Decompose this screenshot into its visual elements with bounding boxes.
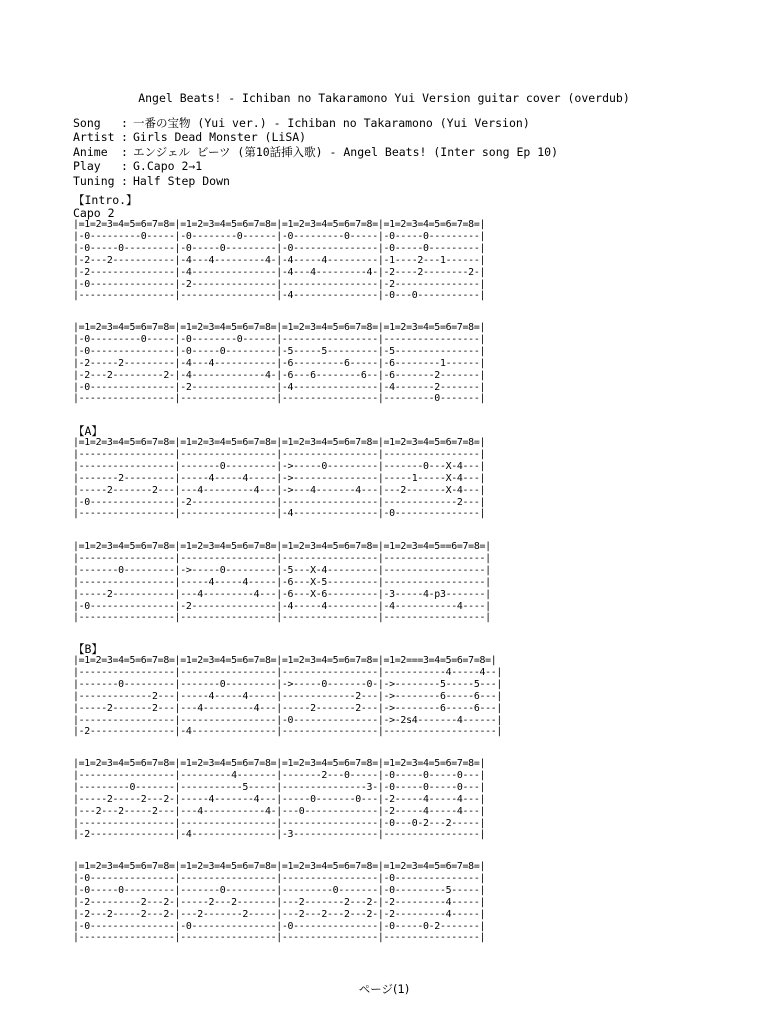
tab-system: |=1=2=3=4=5=6=7=8=|=1=2=3=4=5=6=7=8=|=1=2=3=4=5=6=7=8=|=1=2=3=4=5=6=7=8=| |-0---------0-----|-0--------0------|-0---------0-----|-0-----0---------| |-0-----0---------|-0-----0---------|-0---------------|-0-----0---------| |-2---2-----------|-4---4---------4-|-4-----4---------|-1----2---1------| |-2---------------|-4---------------|-4---4---------4-|-2----2--------2-| |-0---------------|-2---------------|-----------------|-2---------------| |-----------------|-----------------|-4---------------|-0---0-----------| (73, 219, 486, 302)
meta-value: エンジェル ビーツ (第10話挿入歌) - Angel Beats! (Inter song Ep 10) (133, 144, 559, 159)
meta-key: Tuning (73, 173, 115, 188)
capo-note: Capo 2 (73, 206, 115, 220)
tab-system: |=1=2=3=4=5=6=7=8=|=1=2=3=4=5=6=7=8=|=1=2=3=4=5=6=7=8=|=1=2=3=4=5=6=7=8=| |-----------------|---------4-------|-------2---0-----|-0-----0-----0---| |---------0-------|-----------5-----|---------------3-|-0-----0-----0---| |-----2-----2---2-|-----4-------4---|-----0-------0---|-2-----4-----4---| |---2---2-----2---|---4-----------4-|---0-------------|-2-----4-----4---| |-----------------|-----------------|-----------------|-0---0-2---2-----| |-2---------------|-4---------------|-3---------------|-----------------| (73, 758, 486, 841)
section-label-b: 【B】 (73, 642, 103, 656)
meta-value: G.Capo 2→1 (133, 159, 203, 174)
tuning-row: Tuning : Half Step Down (73, 173, 230, 188)
meta-key: Play (73, 159, 101, 174)
tab-system: |=1=2=3=4=5=6=7=8=|=1=2=3=4=5=6=7=8=|=1=2=3=4=5=6=7=8=|=1=2=3=4=5=6=7=8=| |-0---------------|-----------------|-----------------|-0---------------| |-0-----0---------|-------0---------|---------0-------|-0---------5-----| |-2---------2---2-|-----2---2-------|---2-------2---2-|-2---------4-----| |-2---2-----2---2-|---2-------2-----|---2---2---2---2-|-2---------4-----| |-0---------------|-0---------------|-0---------------|-0-----0-2-------| |-----------------|-----------------|-----------------|-----------------| (73, 861, 486, 944)
section-label-intro: 【Intro.】 (73, 193, 138, 207)
meta-key: Song (73, 116, 101, 130)
tab-system: |=1=2=3=4=5=6=7=8=|=1=2=3=4=5=6=7=8=|=1=2=3=4=5=6=7=8=|=1=2=3=4=5=6=7=8=| |-0---------0-----|-0--------0------|-----------------|-----------------| |-0---------------|-0-----0---------|-5-----5---------|-5---------------| |-2-----2---------|-4---4-----------|-6---------6-----|-6--------1------| |-2---2---------2-|-4-------------4-|-6---6--------6--|-6-------2-------| |-0---------------|-2---------------|-4---------------|-4-------2-------| |-----------------|-----------------|-----------------|---------0-------| (73, 322, 486, 405)
artist-row: Artist : Girls Dead Monster (LiSA) (73, 130, 307, 145)
section-label-a: 【A】 (73, 424, 103, 438)
song-info (73, 116, 558, 188)
meta-value: Girls Dead Monster (LiSA) (133, 130, 307, 145)
meta-value: 一番の宝物 (Yui ver.) - Ichiban no Takaramono (Yui Version) (133, 116, 530, 130)
anime-row: Anime : エンジェル ビーツ (第10話挿入歌) - Angel Beats! (Inter song Ep 10) (73, 144, 559, 159)
tab-system: |=1=2=3=4=5=6=7=8=|=1=2=3=4=5=6=7=8=|=1=2=3=4=5=6=7=8=|=1=2=3=4=5=6=7=8=| |-----------------|-----------------|-----------------|-----------------| |-----------------|-------0---------|->-----0---------|-------0---X-4---| |-------2---------|-----4-----4-----|->---------------|-----1-----X-4---| |-----2-------2---|---4---------4---|->---4-------4---|---2-------X-4---| |-0---------------|-2---------------|-----------------|-------------2---| |-----------------|-----------------|-4---------------|-0---------------| (73, 437, 486, 520)
document-title: Angel Beats! - Ichiban no Takaramono Yui Version guitar cover (overdub) (138, 91, 630, 105)
tab-system: |=1=2=3=4=5=6=7=8=|=1=2=3=4=5=6=7=8=|=1=2=3=4=5=6=7=8=|=1=2=3=4=5==6=7=8=| |-----------------|-----------------|-----------------|------------------| |-------0---------|->-----0---------|-5---X-4---------|------------------| |-----------------|-----4-----4-----|-6---X-5---------|------------------| |-----2-----------|---4---------4---|-6---X-6---------|-3-----4-p3-------| |-0---------------|-2---------------|-4-----4---------|-4-----------4----| |-----------------|-----------------|-----------------|------------------| (73, 541, 491, 624)
meta-key: Artist (73, 130, 115, 145)
meta-value: Half Step Down (133, 173, 230, 188)
meta-key: Anime (73, 144, 108, 159)
page-number: ページ(1) (358, 982, 410, 996)
play-row: Play : G.Capo 2→1 (73, 159, 203, 174)
tab-system: |=1=2=3=4=5=6=7=8=|=1=2=3=4=5=6=7=8=|=1=2=3=4=5=6=7=8=|=1=2===3=4=5=6=7=8=| |-----------------|-----------------|-----------------|-----------4-----4--| |-------0---------|-------0---------|->-----0-------0-|->--------5-----5---| |-------------2---|-----4-----4-----|-------------2---|->--------6-----6---| |-----2-------2---|---4---------4---|-----2-------2---|->--------6-----6---| |-----------------|-----------------|-0---------------|->-2s4-------4------| |-2---------------|-4---------------|-----------------|--------------------| (73, 655, 503, 738)
song-row: Song : 一番の宝物 (Yui ver.) - Ichiban no Takaramono (Yui Version) (73, 116, 530, 130)
